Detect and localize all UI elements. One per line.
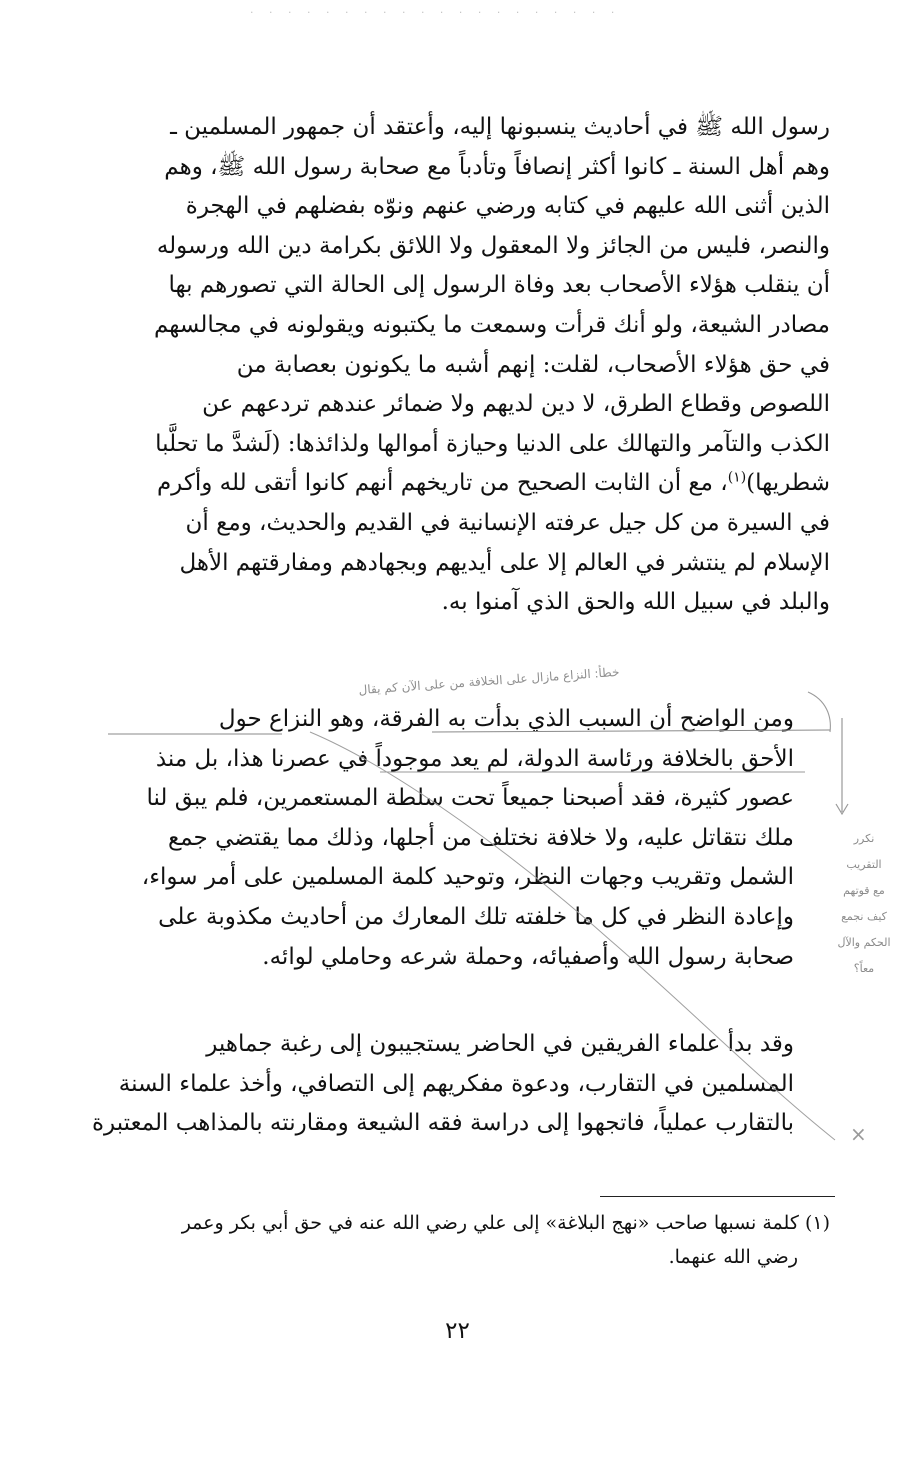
text-fragment: ، مع أن الثابت الصحيح من تاريخهم أنهم كانوا أتقى لله وأكرم xyxy=(156,470,728,497)
text-line: وإعادة النظر في كل ما خلفته تلك المعارك من أحاديث مكذوبة على xyxy=(158,903,794,930)
text-line: الشمل وتقريب وجهات النظر، وتوحيد كلمة المسلمين على أمر سواء، xyxy=(141,864,794,891)
text-line: وقد بدأ علماء الفريقين في الحاضر يستجيبون إلى رغبة جماهير xyxy=(206,1031,794,1057)
pencil-arrow xyxy=(836,718,848,814)
margin-note-line: التقريب xyxy=(846,858,882,871)
footnote-line: رضي الله عنهما. xyxy=(668,1246,798,1268)
paragraph-2 xyxy=(70,700,830,977)
footnote-text: كلمة نسبها صاحب «نهج البلاغة» إلى علي رضي الله عنه في حق أبي بكر وعمر xyxy=(181,1212,799,1234)
margin-note-line: كيف نجمع xyxy=(841,910,887,923)
text-line: الذين أثنى الله عليهم في كتابه ورضي عنهم ونوّه بفضلهم في الهجرة xyxy=(185,193,830,220)
footnote-reference: (١) xyxy=(727,469,747,486)
margin-note-line: الحكم والآل xyxy=(837,936,891,949)
text-line: ومن الواضح أن السبب الذي بدأت به الفرقة، وهو النزاع حول xyxy=(218,706,794,732)
footnote-separator xyxy=(600,1196,835,1197)
text-line: الأحق بالخلافة ورئاسة الدولة، لم يعد موجوداً في عصرنا هذا، بل منذ xyxy=(155,745,794,772)
text-line: المسلمين في التقارب، ودعوة مفكريهم إلى التصافي، وأخذ علماء السنة xyxy=(118,1070,794,1097)
text-line: الإسلام لم ينتشر في العالم إلا على أيديهم وبجهادهم ومفارقتهم الأهل xyxy=(179,549,830,576)
margin-note-line: نكرر xyxy=(853,832,875,845)
scan-noise: · · · · · · · · · · · · · · · · · · · · xyxy=(250,6,621,19)
paragraph-1 xyxy=(70,108,830,623)
footnote-line xyxy=(70,1206,830,1240)
text-fragment: شطريها) xyxy=(746,470,830,497)
paragraph-3 xyxy=(70,1025,830,1144)
text-line: اللصوص وقطاع الطرق، لا دين لديهم ولا ضمائر عندهم تردعهم عن xyxy=(202,391,830,418)
margin-note-line: معاً؟ xyxy=(853,962,875,975)
text-line: والبلد في سبيل الله والحق الذي آمنوا به. xyxy=(441,589,830,616)
text-line: والنصر، فليس من الجائز ولا المعقول ولا اللائق بكرامة دين الله ورسوله xyxy=(156,232,830,259)
margin-note-line: مع قوتهم xyxy=(843,884,885,897)
page-number: ٢٢ xyxy=(445,1318,470,1344)
text-line: في حق هؤلاء الأصحاب، لقلت: إنهم أشبه ما يكونون بعصابة من xyxy=(236,351,830,378)
text-line: مصادر الشيعة، ولو أنك قرأت وسمعت ما يكتبونه ويقولونه في مجالسهم xyxy=(153,311,830,338)
text-line: بالتقارب عملياً، فاتجهوا إلى دراسة فقه الشيعة ومقارنته بالمذاهب المعتبرة xyxy=(92,1110,794,1137)
text-line: أن ينقلب هؤلاء الأصحاب بعد وفاة الرسول إلى الحالة التي تصورهم بها xyxy=(168,272,830,299)
footnote-marker: (١) xyxy=(804,1212,830,1234)
footnote xyxy=(70,1206,830,1274)
text-line: عصور كثيرة، فقد أصبحنا جميعاً تحت سلطة المستعمرين، فلم يبق لنا xyxy=(146,785,794,812)
handwritten-note: خطأ: النزاع مازال على الخلافة من على الآن كم يقال xyxy=(358,664,620,698)
text-line: ملك نتقاتل عليه، ولا خلافة نختلف من أجلها، وذلك مما يقتضي جمع xyxy=(168,824,794,851)
text-line: وهم أهل السنة ـ كانوا أكثر إنصافاً وتأدباً مع صحابة رسول الله ﷺ، وهم xyxy=(164,153,830,180)
text-line: رسول الله ﷺ في أحاديث ينسبونها إليه، وأعتقد أن جمهور المسلمين ـ xyxy=(170,114,830,140)
text-line: في السيرة من كل جيل عرفته الإنسانية في القديم والحديث، ومع أن xyxy=(185,509,830,536)
text-line: صحابة رسول الله وأصفيائه، وحملة شرعه وحاملي لوائه. xyxy=(262,943,794,970)
margin-x-mark: × xyxy=(850,1122,867,1146)
margin-handwritten-note xyxy=(818,826,910,982)
text-line: الكذب والتآمر والتهالك على الدنيا وحيازة أموالها ولذائذها: (لَشدَّ ما تحلَّبا xyxy=(155,430,830,457)
text-line-with-footnote xyxy=(70,464,830,504)
